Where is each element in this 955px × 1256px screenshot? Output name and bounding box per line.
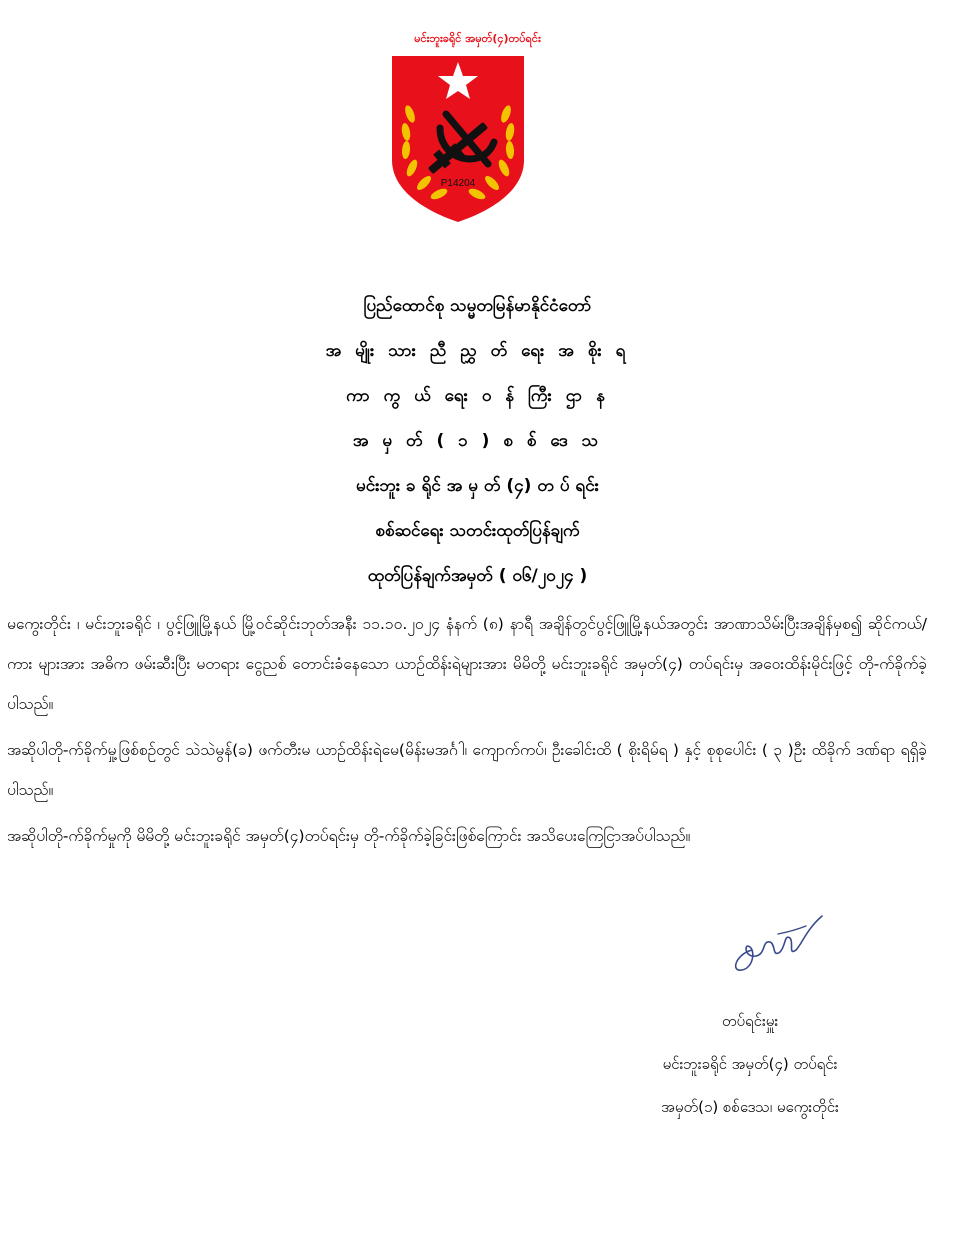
emblem-caption: မင်းဘူးခရိုင် အမှတ်(၄)တပ်ရင်း [414,32,541,45]
heading-state: ပြည်ထောင်စု သမ္မတမြန်မာနိုင်ငံတော် [363,296,592,316]
emblem-code: P14204 [440,178,476,189]
paragraph-incident: မကွေးတိုင်း ၊ မင်းဘူးခရိုင် ၊ ပွင့်ဖြူမြို့နယ် မြို့ဝင်ဆိုင်းဘုတ်အနီး ၁၁.၁၀.၂၀၂၄ နံနက် (၈) နာရီ အချိန်တွင်ပွင့်ဖြူမြို့နယ်အတွင်း အာဏာသိမ်းပြီးအချိန်မှစ၍ ဆိုင်ကယ်/ကား များအား အဓိက ဖမ်းဆီးပြီး မတရား ငွေညစ် တောင်းခံနေသော ယာဉ်ထိန်းရဲများအား မိမိတို့ မင်းဘူးခရိုင် အမှတ်(၄) တပ်ရင်းမှ အဝေးထိန်းမိုင်းဖြင့် တို-က်ခိုက်ခဲ့ပါသည်။ [7,615,927,713]
announcement-body [7,604,927,862]
heading-military-region: အ မှ တ် ( ၁ ) စ စ် ဒေ သ [352,431,603,451]
heading-ministry: ကာ ကွ ယ် ရေး ဝ န် ကြီး ဌာ န [346,386,609,406]
signature-block [600,1000,900,1129]
paragraph-casualties: အဆိုပါတို-က်ခိုက်မှု့ဖြစ်စဉ်တွင် သဲသဲမွန်(ခ) ဖက်တီးမ ယာဉ်ထိန်းရဲမေ(မိန်းမအင်္ဂါ၊ ကျောက်ကပ်၊ ဦးခေါင်းထိ ( စိုးရိမ်ရ ) နှင့် စုစုပေါင်း ( ၃ )ဦး ထိခိုက် ဒဏ်ရာ ရရှိခဲ့ပါသည်။ [7,741,927,799]
heading-battalion: မင်းဘူး ခ ရိုင် အ မှ တ် (၄) တ ပ် ရင်း [356,476,599,496]
handwritten-signature [722,910,832,982]
signer-region: အမှတ်(၁) စစ်ဒေသ၊ မကွေးတိုင်း [661,1098,839,1116]
heading-release-number: ထုတ်ပြန်ချက်အမှတ် ( ၀၆/၂၀၂၄ ) [367,566,588,586]
heading-government: အ မျိုး သား ညီ ညွှ တ် ရေး အ စိုး ရ [325,341,630,361]
heading-operation-news: စစ်ဆင်ရေး သတင်းထုတ်ပြန်ချက် [375,521,580,541]
paragraph-declaration: အဆိုပါတို-က်ခိုက်မှုကို မိမိတို့ မင်းဘူးခရိုင် အမှတ်(၄)တပ်ရင်းမှ တို-က်ခိုက်ခဲ့ခြင်းဖြစ်ကြောင်း အသိပေးကြေငြာအပ်ပါသည်။ [7,827,691,845]
signer-unit: မင်းဘူးခရိုင် အမှတ်(၄) တပ်ရင်း [662,1055,838,1073]
announcement-headings [0,284,955,599]
unit-emblem [388,52,528,224]
signer-title: တပ်ရင်းမှူး [721,1012,779,1030]
